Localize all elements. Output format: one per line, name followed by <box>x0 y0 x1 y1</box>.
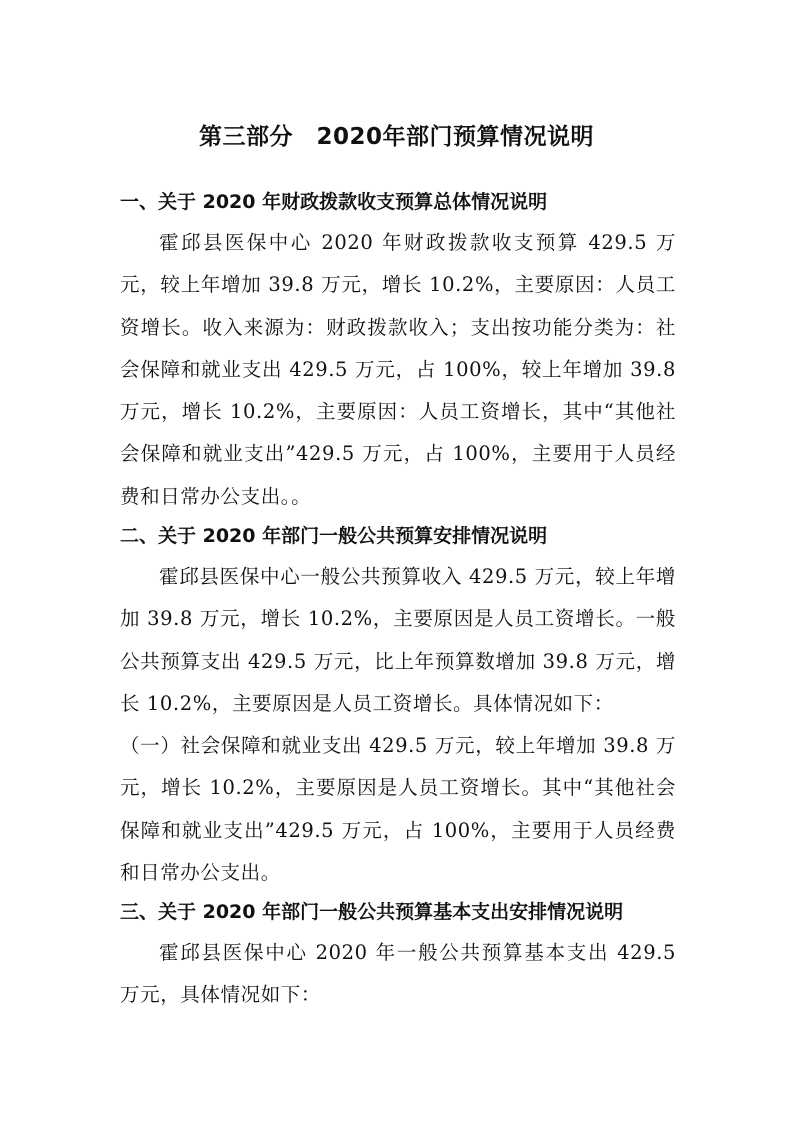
section-2-paragraph-1: 霍邱县医保中心一般公共预算收入 429.5 万元，较上年增加 39.8 万元，增长 10.2%，主要原因是人员工资增长。一般公共预算支出 429.5 万元，比上年预算数增加 39.8 万元，增长 10.2%，主要原因是人员工资增长。具体情况如下： <box>120 565 676 715</box>
section-3-paragraph-1: 霍邱县医保中心 2020 年一般公共预算基本支出 429.5 万元，具体情况如下： <box>120 941 676 1007</box>
section-heading-1: 一、关于 2020 年财政拨款收支预算总体情况说明 <box>120 191 548 213</box>
section-heading-3: 三、关于 2020 年部门一般公共预算基本支出安排情况说明 <box>120 901 624 923</box>
page-title: 第三部分 2020年部门预算情况说明 <box>198 124 594 150</box>
section-1-paragraph-1: 霍邱县医保中心 2020 年财政拨款收支预算 429.5 万元，较上年增加 39.8 万元，增长 10.2%，主要原因：人员工资增长。收入来源为：财政拨款收入；支出按功能分类为：社会保障和就业支出 429.5 万元，占 100%，较上年增加 39.8 万元，增长 10.2%，主要原因：人员工资增长，其中“其他社会保障和就业支出”429.5 万元，占 100%，主要用于人员经费和日常办公支出。。 <box>120 231 676 508</box>
section-2-paragraph-2: （一）社会保障和就业支出 429.5 万元，较上年增加 39.8 万元，增长 10.2%，主要原因是人员工资增长。其中“其他社会保障和就业支出”429.5 万元，占 100%，主要用于人员经费和日常办公支出。 <box>120 734 676 884</box>
section-heading-2: 二、关于 2020 年部门一般公共预算安排情况说明 <box>120 525 548 547</box>
